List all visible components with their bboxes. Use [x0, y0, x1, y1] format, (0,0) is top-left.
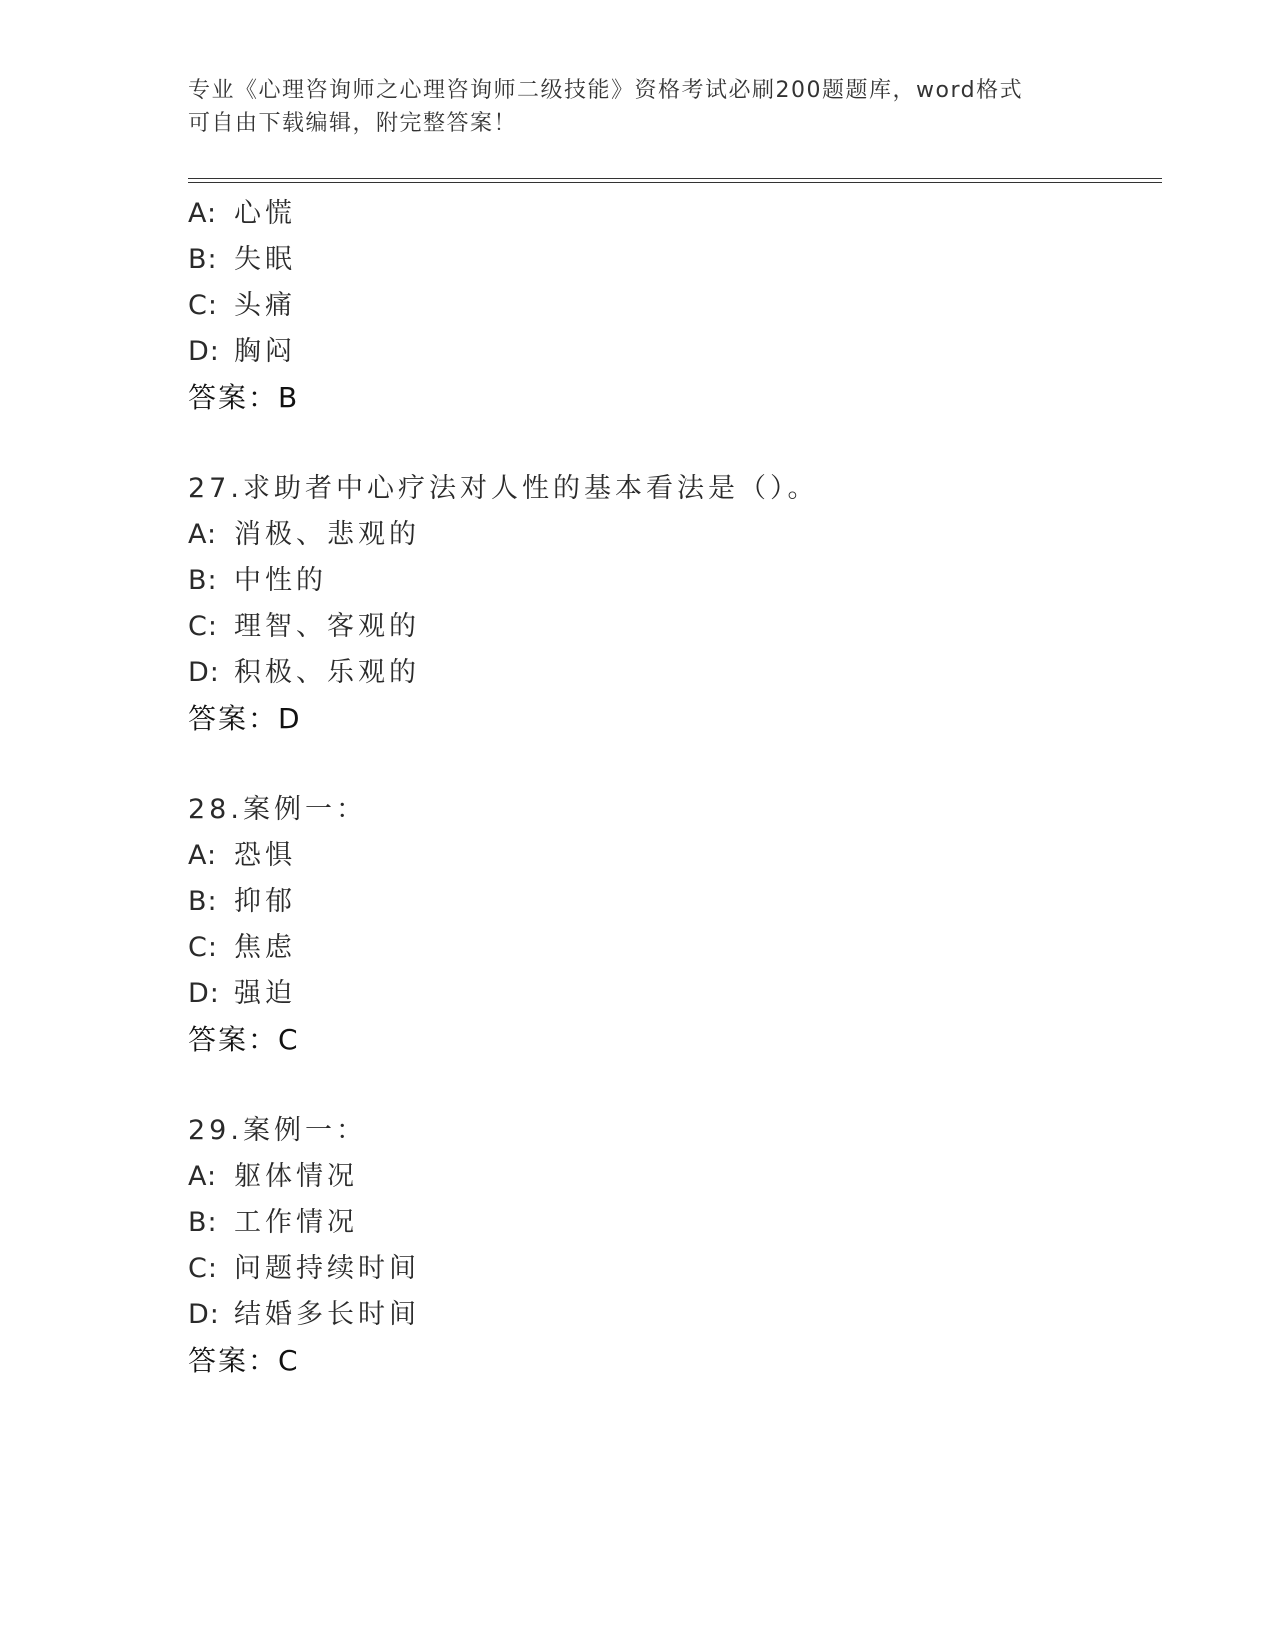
option-letter: A:: [188, 840, 218, 871]
option-text: 躯体情况: [234, 1161, 358, 1192]
option-text: 问题持续时间: [234, 1253, 420, 1284]
option-letter: A:: [188, 198, 218, 229]
question-stem: 29.案例一：: [188, 1115, 367, 1146]
option-letter: D:: [188, 336, 220, 367]
option-letter: C:: [188, 611, 218, 642]
option-letter: D:: [188, 978, 220, 1009]
option-a: [188, 512, 1148, 558]
option-text: 强迫: [234, 978, 296, 1009]
option-text: 理智、客观的: [234, 611, 420, 642]
question-stem: 27.求助者中心疗法对人性的基本看法是（）。: [188, 473, 819, 504]
option-letter: B:: [188, 565, 218, 596]
option-text: 工作情况: [234, 1207, 358, 1238]
option-c: [188, 604, 1148, 650]
option-b: [188, 237, 1148, 283]
header-divider-top: [188, 178, 1162, 179]
option-d: [188, 1292, 1148, 1338]
question-block: [188, 1108, 1148, 1384]
option-text: 心慌: [234, 198, 296, 229]
answer-line: 答案：D: [188, 702, 302, 735]
option-letter: A:: [188, 519, 218, 550]
option-letter: C:: [188, 290, 218, 321]
option-a: [188, 1154, 1148, 1200]
option-letter: D:: [188, 657, 220, 688]
option-a: [188, 191, 1148, 237]
answer-line: 答案：C: [188, 1344, 300, 1377]
option-text: 消极、悲观的: [234, 519, 420, 550]
option-text: 头痛: [234, 290, 296, 321]
option-c: [188, 925, 1148, 971]
option-text: 积极、乐观的: [234, 657, 420, 688]
option-text: 失眠: [234, 244, 296, 275]
option-text: 结婚多长时间: [234, 1299, 420, 1330]
option-b: [188, 1200, 1148, 1246]
question-list: [188, 191, 1148, 1384]
option-letter: A:: [188, 1161, 218, 1192]
block-spacer: [188, 421, 1148, 466]
option-text: 抑郁: [234, 886, 296, 917]
header-line-2: 可自由下载编辑，附完整答案！: [188, 111, 518, 136]
block-spacer: [188, 1063, 1148, 1108]
answer-line: 答案：B: [188, 381, 300, 414]
option-letter: B:: [188, 244, 218, 275]
option-d: [188, 329, 1148, 375]
option-text: 中性的: [234, 565, 327, 596]
option-c: [188, 283, 1148, 329]
question-block: [188, 191, 1148, 421]
option-b: [188, 879, 1148, 925]
document-header: [188, 74, 1088, 140]
option-letter: B:: [188, 1207, 218, 1238]
option-d: [188, 650, 1148, 696]
question-stem: 28.案例一：: [188, 794, 367, 825]
option-text: 胸闷: [234, 336, 296, 367]
question-block: [188, 466, 1148, 742]
option-letter: C:: [188, 932, 218, 963]
header-divider-bottom: [188, 182, 1162, 183]
option-letter: B:: [188, 886, 218, 917]
answer-line: 答案：C: [188, 1023, 300, 1056]
option-a: [188, 833, 1148, 879]
option-c: [188, 1246, 1148, 1292]
option-letter: C:: [188, 1253, 218, 1284]
option-text: 恐惧: [234, 840, 296, 871]
option-d: [188, 971, 1148, 1017]
option-b: [188, 558, 1148, 604]
block-spacer: [188, 742, 1148, 787]
option-text: 焦虑: [234, 932, 296, 963]
question-block: [188, 787, 1148, 1063]
header-line-1: 专业《心理咨询师之心理咨询师二级技能》资格考试必刷200题题库，word格式: [188, 78, 1024, 103]
option-letter: D:: [188, 1299, 220, 1330]
